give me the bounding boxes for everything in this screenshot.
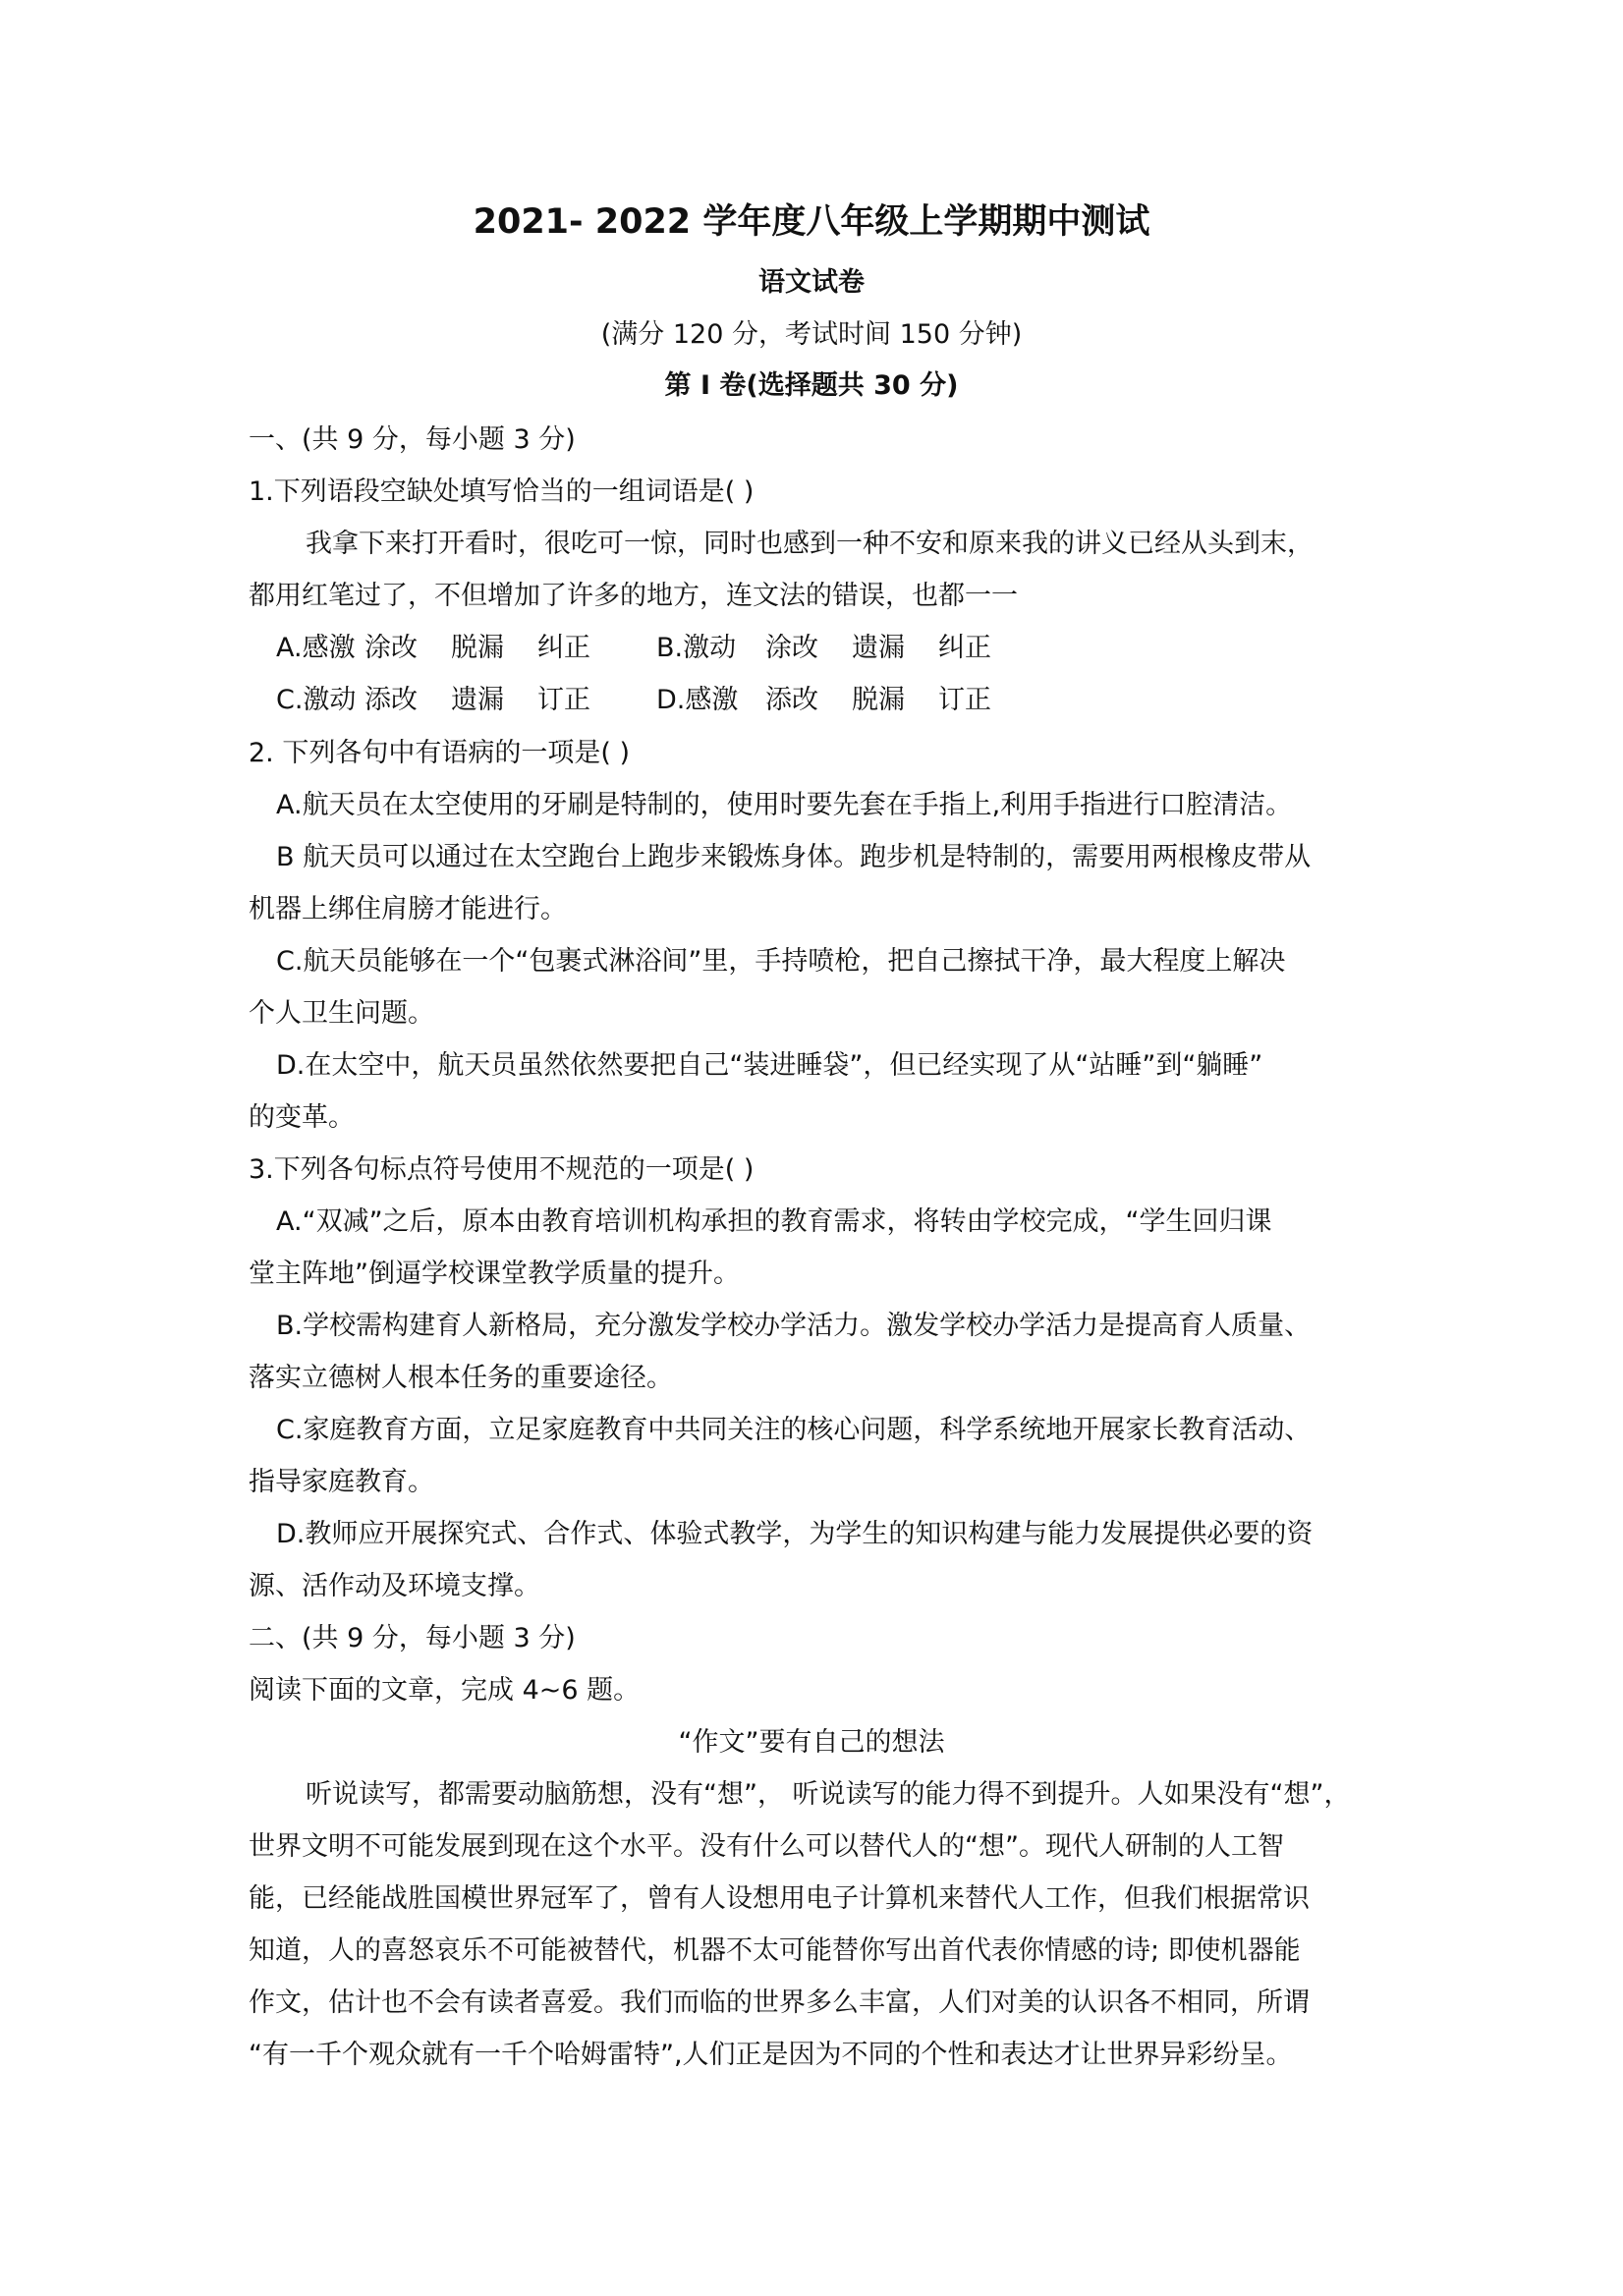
q1-option-c-word4: 订正 bbox=[537, 685, 590, 715]
article-line-6: “有一千个观众就有一千个哈姆雷特”,人们正是因为不同的个性和表达才让世界异彩纷呈。 bbox=[249, 2040, 1293, 2070]
q1-option-c-word3: 遗漏 bbox=[451, 685, 504, 715]
q3-option-a-line1: A.“双减”之后，原本由教育培训机构承担的教育需求，将转由学校完成，“学生回归课 bbox=[276, 1206, 1272, 1237]
q2-option-d-line1: D.在太空中，航天员虽然依然要把自己“装进睡袋”，但已经实现了从“站睡”到“躺睡” bbox=[276, 1050, 1263, 1081]
q2-option-b-line1: B 航天员可以通过在太空跑台上跑步来锻炼身体。跑步机是特制的，需要用两根橡皮带从 bbox=[276, 842, 1312, 872]
article-line-3: 能，已经能战胜国模世界冠军了，曾有人设想用电子计算机来替代人工作，但我们根据常识 bbox=[249, 1883, 1310, 1914]
q3-option-d-line1: D.教师应开展探究式、合作式、体验式教学，为学生的知识构建与能力发展提供必要的资 bbox=[276, 1519, 1314, 1549]
part2-heading: 二、(共 9 分，每小题 3 分) bbox=[249, 1623, 576, 1653]
volume-title: 第 I 卷(选择题共 30 分) bbox=[664, 370, 959, 401]
q1-option-a-word4: 纠正 bbox=[537, 633, 590, 663]
part2-instruction: 阅读下面的文章，完成 4~6 题。 bbox=[249, 1675, 641, 1706]
q2-stem: 2. 下列各句中有语病的一项是( ) bbox=[249, 738, 630, 768]
q1-option-d-word2: 添改 bbox=[765, 685, 818, 715]
q3-option-c-line1: C.家庭教育方面，立足家庭教育中共同关注的核心问题，科学系统地开展家长教育活动、 bbox=[276, 1415, 1312, 1445]
q1-options-row2 bbox=[276, 681, 991, 720]
q3-option-b-line2: 落实立德树人根本任务的重要途径。 bbox=[249, 1363, 673, 1393]
q3-option-b-line1: B.学校需构建育人新格局，充分激发学校办学活力。激发学校办学活力是提高育人质量、 bbox=[276, 1311, 1312, 1341]
q1-option-c-word2: 添改 bbox=[364, 685, 418, 715]
article-line-4: 知道，人的喜怒哀乐不可能被替代，机器不太可能替你写出首代表你情感的诗; 即使机器能 bbox=[249, 1935, 1301, 1966]
q3-option-a-line2: 堂主阵地”倒逼学校课堂教学质量的提升。 bbox=[249, 1259, 740, 1289]
q3-stem: 3.下列各句标点符号使用不规范的一项是( ) bbox=[249, 1154, 755, 1185]
q1-option-b-label: B.激动 bbox=[656, 633, 737, 663]
q2-option-b-line2: 机器上绑住肩膀才能进行。 bbox=[249, 894, 567, 924]
q1-option-b-word3: 遗漏 bbox=[852, 633, 905, 663]
part1-heading: 一、(共 9 分，每小题 3 分) bbox=[249, 424, 576, 455]
q1-option-a-label: A.感激 bbox=[276, 633, 356, 663]
q1-option-c-label: C.激动 bbox=[276, 685, 357, 715]
q2-option-c-line2: 个人卫生问题。 bbox=[249, 998, 434, 1029]
q1-passage-line2: 都用红笔过了，不但增加了许多的地方，连文法的错误，也都一一 bbox=[249, 581, 1018, 611]
q1-option-a-word3: 脱漏 bbox=[451, 633, 504, 663]
score-time-note: (满分 120 分，考试时间 150 分钟) bbox=[600, 319, 1023, 350]
exam-title: 2021- 2022 学年度八年级上学期期中测试 bbox=[473, 202, 1150, 242]
q3-option-c-line2: 指导家庭教育。 bbox=[249, 1467, 434, 1497]
subject-title: 语文试卷 bbox=[758, 267, 865, 298]
q1-option-d-word3: 脱漏 bbox=[852, 685, 905, 715]
q1-stem: 1.下列语段空缺处填写恰当的一组词语是( ) bbox=[249, 476, 755, 507]
q3-option-d-line2: 源、活作动及环境支撑。 bbox=[249, 1571, 540, 1601]
q1-option-a-word2: 涂改 bbox=[364, 633, 418, 663]
article-line-1: 听说读写，都需要动脑筋想，没有“想”， 听说读写的能力得不到提升。人如果没有“想”， bbox=[306, 1779, 1351, 1810]
q2-option-d-line2: 的变革。 bbox=[249, 1102, 355, 1133]
q2-option-a: A.航天员在太空使用的牙刷是特制的，使用时要先套在手指上,利用手指进行口腔清洁。 bbox=[276, 790, 1293, 820]
q1-passage-line1: 我拿下来打开看时，很吃可一惊，同时也感到一种不安和原来我的讲义已经从头到末， bbox=[306, 529, 1314, 559]
q1-option-b-word2: 涂改 bbox=[765, 633, 818, 663]
q2-option-c-line1: C.航天员能够在一个“包裹式淋浴间”里，手持喷枪，把自己擦拭干净，最大程度上解决 bbox=[276, 946, 1286, 977]
q1-option-d-label: D.感激 bbox=[656, 685, 739, 715]
q1-options-row1 bbox=[276, 629, 991, 668]
q1-option-d-word4: 订正 bbox=[938, 685, 991, 715]
article-title: “作文”要有自己的想法 bbox=[678, 1727, 945, 1758]
q1-option-b-word4: 纠正 bbox=[938, 633, 991, 663]
article-line-5: 作文，估计也不会有读者喜爱。我们而临的世界多么丰富，人们对美的认识各不相同，所谓 bbox=[249, 1988, 1310, 2018]
article-line-2: 世界文明不可能发展到现在这个水平。没有什么可以替代人的“想”。现代人研制的人工智 bbox=[249, 1831, 1284, 1862]
